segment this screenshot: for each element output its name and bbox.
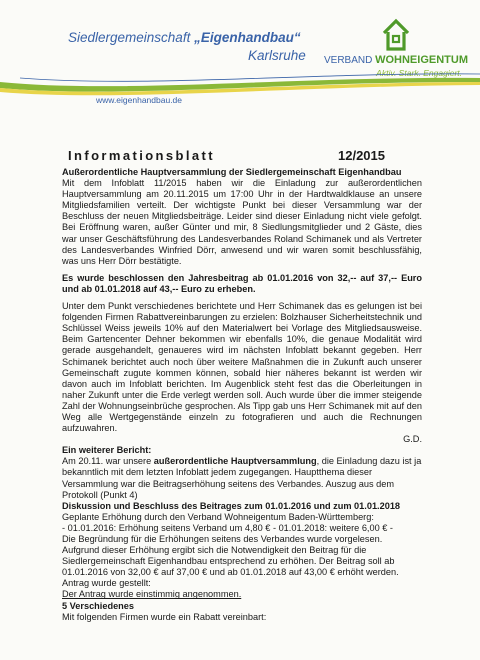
document-body [62, 167, 422, 623]
discussion-line: Siedlergemeinschaft Eigenhandbau entsprechend zu erhöhen. Der Beitrag soll ab [62, 556, 395, 567]
organization-city: Karlsruhe [248, 48, 306, 63]
section2-body: Unter dem Punkt verschiedenes berichtete und Herr Schimanek das es gelungen ist bei folgenden Firmen Rabattvereinbarungen zu erzielen: Bolzhauser Sicherheitstechnik und Schlüssel Weiss jeweils 10% auf den Materialwert bei Vorlage des Mitgliedsausweise. Beim Gartencenter Dehner bekommen wir ebenfalls 10%, die genaue Modalität wird gerade ausgehandelt, genaueres wird im nächsten Infoblatt bekannt gegeben. Herr Schimanek berichtet auch noch über weitere Maßnahmen die in Zukunft auch unserer Gemeinschaft zugute kommen können, sobald hier näheres bekannt ist werden wir davon auch im Infoblatt berichten. Im Augenblick steht fest das die Oberleitungen in naher Zukunft unter die Erde verlegt werden soll. Auch wurde über die immer steigende Zahl der Wohnungseinbrüche gesprochen. Als Tipp gab uns Herr Schimanek mit auf den Weg alle Wertgegenstände einzeln zu fotografieren und auch die Rechnungen aufzuwahren. [62, 301, 422, 434]
organization-name: Siedlergemeinschaft „Eigenhandbau“ [68, 30, 301, 45]
resolution-text: Es wurde beschlossen den Jahresbeitrag ab 01.01.2016 von 32,-- auf 37,-- Euro und ab 01.01.2018 auf 43,-- Euro zu erheben. [62, 272, 422, 294]
letterhead [0, 0, 480, 112]
issue-number: 12/2015 [338, 148, 385, 163]
section3-intro: Am 20.11. war unsere außerordentliche Hauptversammlung, die Einladung dazu ist ja bekanntlich mit dem letzten Infoblatt jedem zugegangen. Hauptthema dieser Versammlung war die Beitragserhöhung seitens des Verbandes. Auszug aus dem Protokoll (Punkt 4) [62, 456, 422, 500]
discussion-line: Geplante Erhöhung durch den Verband Wohneigentum Baden-Württemberg: [62, 511, 374, 522]
header-swoosh [0, 72, 480, 100]
logo-slogan: Aktiv. Stark. Engagiert. [376, 68, 462, 78]
discussion-line: 01.01.2016 von 32,00 € auf 37,00 € und ab 01.01.2018 auf 43,00 € erhöht werden. [62, 567, 399, 578]
section3-heading: Ein weiterer Bericht: [62, 445, 152, 456]
misc-body: Mit folgenden Firmen wurde ein Rabatt vereinbart: [62, 611, 267, 622]
discussion-line: Die Begründung für die Erhöhungen seitens des Verbandes wurde vorgelesen. [62, 534, 383, 544]
discussion-heading: Diskussion und Beschluss des Beitrages zum 01.01.2016 und zum 01.01.2018 [62, 500, 401, 511]
discussion-line: Antrag wurde gestellt: [62, 578, 151, 589]
section1-body: Mit dem Infoblatt 11/2015 haben wir die Einladung zur außerordentlichen Hauptversammlung am 20.11.2015 um 17:00 Uhr in der Hardtwaldklause an unsere Mitgliedsfamilien verteilt. Der wichtigste Punkt bei dieser Versammlung war der Beschluss der neuen Mitgliedsbeiträge. Leider sind dieser Einladung nicht viele gefolgt. Bei Eröffnung waren, außer Günter und mir, 8 Siedlungsmitglieder und 2 Gäste, dies war unser Geschäftsführung des Landesverbandes Roland Schimanek und als Vertreter des Landesverbandes Winfried Dörr, anwesend und wir waren somit beschlussfähig, was uns Herr Dörr bestätigte. [62, 178, 422, 266]
signature-initials: G.D. [403, 434, 422, 445]
discussion-line: Aufgrund dieser Erhöhung ergibt sich die Notwendigkeit den Beitrag für die [62, 545, 367, 556]
logo-wordmark: VERBAND WOHNEIGENTUM [323, 54, 468, 66]
website-link[interactable]: www.eigenhandbau.de [96, 95, 183, 105]
section1-heading: Außerordentliche Hauptversammlung der Siedlergemeinschaft Eigenhandbau [62, 167, 402, 177]
discussion-line: - 01.01.2016: Erhöhung seitens Verband um 4,80 € - 01.01.2018: weitere 6,00 € - [62, 522, 393, 533]
misc-heading: 5 Verschiedenes [62, 600, 135, 611]
document-title: Informationsblatt [68, 148, 215, 163]
house-icon [382, 18, 410, 52]
accepted-note: Der Antrag wurde einstimmig angenommen. [62, 589, 242, 600]
